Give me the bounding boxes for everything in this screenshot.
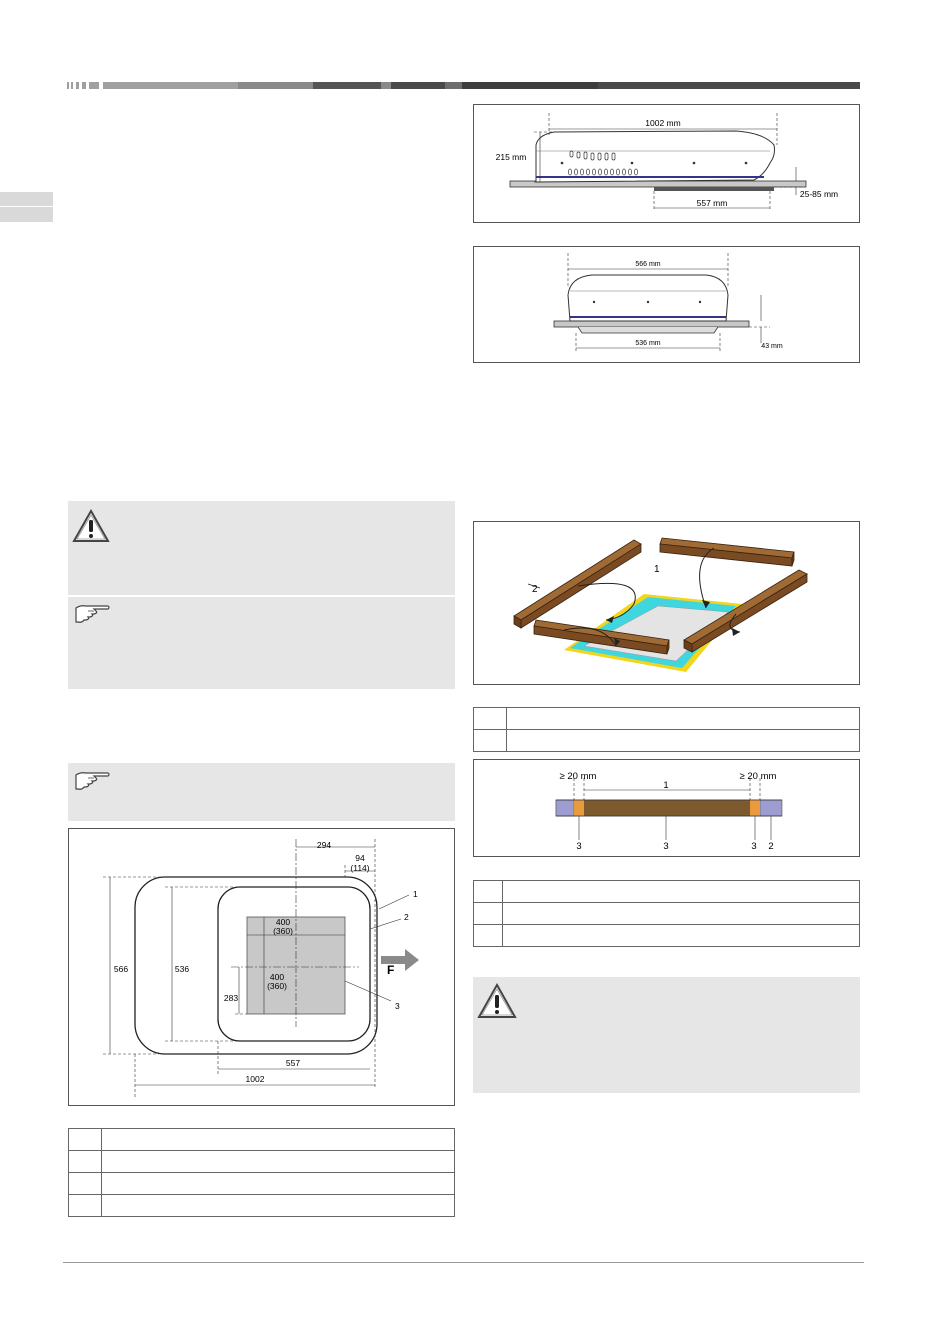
section-label-3a: 3 (576, 841, 582, 852)
legend-row (69, 1129, 455, 1151)
wood-frame-drawing (474, 522, 859, 684)
warning-triangle-icon (477, 983, 517, 1024)
header-bar-stripe (89, 82, 99, 89)
chapter-tab (0, 192, 53, 222)
callout-1: 1 (413, 889, 418, 899)
header-bar-stripe (67, 82, 69, 89)
header-bar-segment (462, 82, 598, 89)
dim-557: 557 (285, 1058, 301, 1068)
note-box (68, 763, 455, 821)
legend-key (69, 1129, 102, 1151)
side-height-label: 215 mm (495, 152, 527, 162)
legend-row (474, 708, 860, 730)
figure-wood-frame (473, 521, 860, 685)
header-bar-stripe (76, 82, 79, 89)
dim-400-horizontal: 400 (275, 917, 291, 927)
legend-key (474, 881, 503, 903)
warning-triangle-icon (72, 509, 110, 548)
dim-294: 294 (316, 840, 332, 850)
cross-section-drawing (474, 760, 859, 856)
legend-table-c (473, 880, 860, 947)
legend-table-b (473, 707, 860, 752)
gap-left-label: ≥ 20 mm (559, 771, 597, 782)
dim-360-vertical: (360) (267, 981, 287, 991)
warning-box (473, 977, 860, 1093)
legend-value (102, 1129, 455, 1151)
figure-front-view (473, 246, 860, 363)
legend-value (507, 730, 860, 752)
frame-callout-2: 2 (532, 584, 538, 595)
legend-row (474, 903, 860, 925)
legend-key (474, 708, 507, 730)
side-cutout-label: 557 mm (696, 198, 728, 208)
frame-callout-1: 1 (654, 564, 660, 575)
gap-right-label: ≥ 20 mm (739, 771, 777, 782)
front-width-label: 566 mm (635, 261, 661, 268)
header-bar-segment (445, 82, 462, 89)
direction-label: F (387, 963, 395, 977)
header-bar-stripe (71, 82, 73, 89)
legend-value (503, 925, 860, 947)
header-bar-segment (313, 82, 381, 89)
figure-side-view (473, 104, 860, 223)
legend-value (102, 1195, 455, 1217)
legend-row (474, 881, 860, 903)
legend-value (507, 708, 860, 730)
pointing-hand-icon (72, 769, 112, 798)
legend-value (503, 881, 860, 903)
legend-key (69, 1195, 102, 1217)
legend-key (474, 903, 503, 925)
callout-2: 2 (404, 912, 409, 922)
legend-key (69, 1151, 102, 1173)
legend-value (503, 903, 860, 925)
section-label-2: 2 (768, 841, 774, 852)
dim-566: 566 (113, 964, 129, 974)
section-label-1: 1 (663, 780, 669, 791)
callout-3: 3 (395, 1001, 400, 1011)
dim-114: (114) (350, 863, 370, 873)
legend-key (474, 925, 503, 947)
dim-536: 536 (174, 964, 190, 974)
legend-value (102, 1151, 455, 1173)
legend-row (69, 1173, 455, 1195)
front-view-drawing (474, 247, 859, 362)
legend-value (102, 1173, 455, 1195)
header-bar-segment (381, 82, 391, 89)
pointing-hand-icon (72, 602, 112, 631)
legend-row (474, 925, 860, 947)
front-cutout-label: 536 mm (635, 340, 661, 347)
dim-1002: 1002 (245, 1074, 265, 1084)
section-label-3c: 3 (751, 841, 757, 852)
top-view-drawing (69, 829, 454, 1105)
dim-400-vertical: 400 (269, 972, 285, 982)
section-label-3b: 3 (663, 841, 669, 852)
figure-cross-section (473, 759, 860, 857)
header-bar-segment (103, 82, 238, 89)
footer-rule (63, 1262, 864, 1263)
front-depth-label: 43 mm (761, 343, 783, 350)
dim-360-horizontal: (360) (273, 926, 293, 936)
figure-top-view (68, 828, 455, 1106)
legend-row (69, 1151, 455, 1173)
header-bar-stripe (82, 82, 86, 89)
side-view-drawing (474, 105, 859, 222)
header-bar-segment (391, 82, 445, 89)
dim-283: 283 (223, 993, 239, 1003)
side-roof-thickness-label: 25-85 mm (799, 189, 839, 199)
dim-94: 94 (355, 853, 365, 863)
header-bar-segment (238, 82, 313, 89)
legend-key (69, 1173, 102, 1195)
header-bar-segment (598, 82, 860, 89)
side-length-label: 1002 mm (645, 118, 681, 128)
legend-row (474, 730, 860, 752)
box-separator (68, 595, 455, 597)
legend-key (474, 730, 507, 752)
legend-table-a (68, 1128, 455, 1217)
legend-row (69, 1195, 455, 1217)
